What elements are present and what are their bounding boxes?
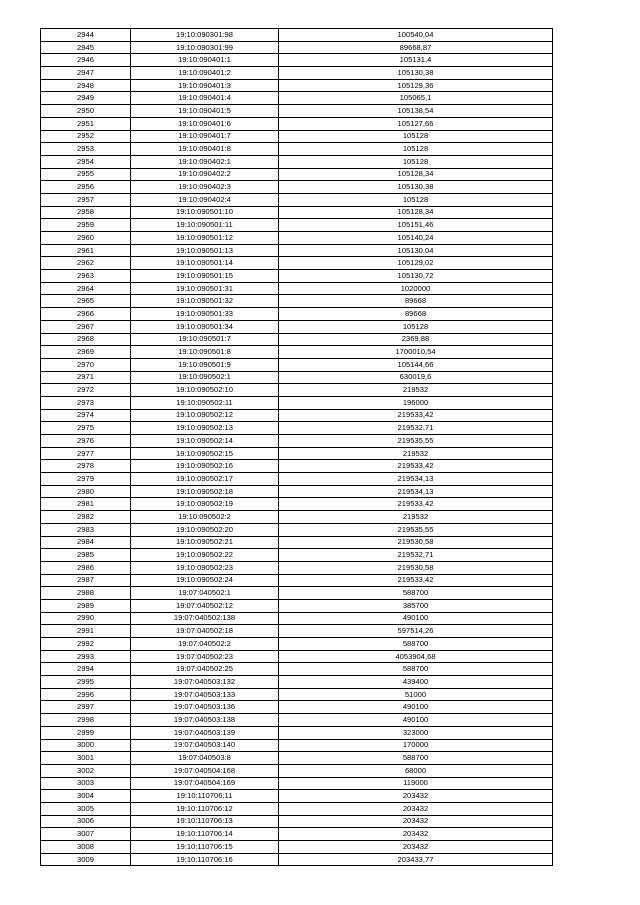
value-cell: 105151,46: [279, 219, 553, 232]
value-cell: 105144,66: [279, 358, 553, 371]
row-number-cell: 2948: [41, 79, 131, 92]
row-number-cell: 2953: [41, 143, 131, 156]
table-row: [41, 574, 553, 587]
value-cell: 105130,38: [279, 67, 553, 80]
cadastral-number-cell: 19:07:040502:12: [131, 599, 279, 612]
table-row: [41, 257, 553, 270]
value-cell: 219532: [279, 447, 553, 460]
table-row: [41, 739, 553, 752]
row-number-cell: 2961: [41, 244, 131, 257]
value-cell: 105138,54: [279, 105, 553, 118]
table-row: [41, 219, 553, 232]
row-number-cell: 2969: [41, 346, 131, 359]
cadastral-number-cell: 19:10:090502:18: [131, 485, 279, 498]
cadastral-number-cell: 19:10:110706:13: [131, 815, 279, 828]
cadastral-number-cell: 19:10:090502:24: [131, 574, 279, 587]
value-cell: 219534,13: [279, 473, 553, 486]
value-cell: 105065,1: [279, 92, 553, 105]
row-number-cell: 2972: [41, 384, 131, 397]
row-number-cell: 2967: [41, 320, 131, 333]
row-number-cell: 2991: [41, 625, 131, 638]
table-row: [41, 168, 553, 181]
cadastral-number-cell: 19:10:090401:5: [131, 105, 279, 118]
value-cell: 203432: [279, 802, 553, 815]
row-number-cell: 3000: [41, 739, 131, 752]
value-cell: 219532,71: [279, 549, 553, 562]
row-number-cell: 2950: [41, 105, 131, 118]
row-number-cell: 2958: [41, 206, 131, 219]
table-row: [41, 511, 553, 524]
value-cell: 203432: [279, 841, 553, 854]
cadastral-number-cell: 19:10:090502:22: [131, 549, 279, 562]
value-cell: 219532,71: [279, 422, 553, 435]
row-number-cell: 2987: [41, 574, 131, 587]
value-cell: 105128: [279, 155, 553, 168]
row-number-cell: 2994: [41, 663, 131, 676]
value-cell: 588700: [279, 663, 553, 676]
table-row: [41, 523, 553, 536]
cadastral-number-cell: 19:10:090501:33: [131, 308, 279, 321]
cadastral-number-cell: 19:07:040504:169: [131, 777, 279, 790]
cadastral-value-table: [40, 28, 553, 866]
value-cell: 323000: [279, 726, 553, 739]
table-row: [41, 181, 553, 194]
value-cell: 588700: [279, 638, 553, 651]
table-row: [41, 790, 553, 803]
row-number-cell: 3008: [41, 841, 131, 854]
table-row: [41, 270, 553, 283]
table-row: [41, 105, 553, 118]
table-row: [41, 498, 553, 511]
table-row: [41, 244, 553, 257]
cadastral-number-cell: 19:07:040502:138: [131, 612, 279, 625]
value-cell: 490100: [279, 714, 553, 727]
row-number-cell: 2957: [41, 193, 131, 206]
row-number-cell: 2952: [41, 130, 131, 143]
table-row: [41, 232, 553, 245]
value-cell: 105128: [279, 193, 553, 206]
cadastral-number-cell: 19:10:090402:2: [131, 168, 279, 181]
value-cell: 1700010,54: [279, 346, 553, 359]
table-row: [41, 422, 553, 435]
table-row: [41, 409, 553, 422]
table-row: [41, 41, 553, 54]
cadastral-number-cell: 19:10:110706:12: [131, 802, 279, 815]
row-number-cell: 2945: [41, 41, 131, 54]
cadastral-number-cell: 19:10:090501:8: [131, 346, 279, 359]
row-number-cell: 2960: [41, 232, 131, 245]
cadastral-number-cell: 19:10:090501:32: [131, 295, 279, 308]
table-row: [41, 714, 553, 727]
row-number-cell: 3009: [41, 853, 131, 866]
table-row: [41, 625, 553, 638]
cadastral-number-cell: 19:10:090401:6: [131, 117, 279, 130]
cadastral-number-cell: 19:10:090502:17: [131, 473, 279, 486]
table-row: [41, 143, 553, 156]
cadastral-number-cell: 19:10:090502:12: [131, 409, 279, 422]
table-row: [41, 193, 553, 206]
table-row: [41, 676, 553, 689]
value-cell: 2369,88: [279, 333, 553, 346]
value-cell: 490100: [279, 612, 553, 625]
cadastral-number-cell: 19:10:090401:1: [131, 54, 279, 67]
row-number-cell: 2989: [41, 599, 131, 612]
cadastral-number-cell: 19:07:040503:133: [131, 688, 279, 701]
table-row: [41, 638, 553, 651]
row-number-cell: 2996: [41, 688, 131, 701]
cadastral-number-cell: 19:10:090402:4: [131, 193, 279, 206]
row-number-cell: 2944: [41, 29, 131, 42]
value-cell: 105128,34: [279, 168, 553, 181]
cadastral-number-cell: 19:10:090501:14: [131, 257, 279, 270]
value-cell: 203433,77: [279, 853, 553, 866]
row-number-cell: 2977: [41, 447, 131, 460]
table-row: [41, 726, 553, 739]
row-number-cell: 2973: [41, 396, 131, 409]
value-cell: 68000: [279, 764, 553, 777]
row-number-cell: 2986: [41, 561, 131, 574]
cadastral-number-cell: 19:10:090502:13: [131, 422, 279, 435]
value-cell: 439400: [279, 676, 553, 689]
value-cell: 219533,42: [279, 460, 553, 473]
cadastral-number-cell: 19:10:110706:15: [131, 841, 279, 854]
row-number-cell: 2970: [41, 358, 131, 371]
table-row: [41, 435, 553, 448]
row-number-cell: 2962: [41, 257, 131, 270]
cadastral-number-cell: 19:07:040502:2: [131, 638, 279, 651]
table-row: [41, 841, 553, 854]
value-cell: 588700: [279, 587, 553, 600]
table-row: [41, 612, 553, 625]
row-number-cell: 2988: [41, 587, 131, 600]
row-number-cell: 2985: [41, 549, 131, 562]
table-row: [41, 295, 553, 308]
row-number-cell: 3003: [41, 777, 131, 790]
value-cell: 203432: [279, 828, 553, 841]
row-number-cell: 2993: [41, 650, 131, 663]
table-row: [41, 54, 553, 67]
cadastral-number-cell: 19:10:090502:21: [131, 536, 279, 549]
cadastral-number-cell: 19:10:090502:2: [131, 511, 279, 524]
value-cell: 105128: [279, 130, 553, 143]
table-row: [41, 485, 553, 498]
table-row: [41, 549, 553, 562]
cadastral-number-cell: 19:10:090502:11: [131, 396, 279, 409]
table-row: [41, 828, 553, 841]
table-row: [41, 206, 553, 219]
row-number-cell: 2947: [41, 67, 131, 80]
cadastral-number-cell: 19:10:090402:1: [131, 155, 279, 168]
row-number-cell: 2964: [41, 282, 131, 295]
cadastral-number-cell: 19:07:040503:139: [131, 726, 279, 739]
cadastral-number-cell: 19:10:090502:16: [131, 460, 279, 473]
cadastral-number-cell: 19:10:090502:20: [131, 523, 279, 536]
value-cell: 196000: [279, 396, 553, 409]
table-row: [41, 815, 553, 828]
value-cell: 105128: [279, 320, 553, 333]
table-row: [41, 358, 553, 371]
cadastral-number-cell: 19:10:090501:31: [131, 282, 279, 295]
table-row: [41, 460, 553, 473]
value-cell: 203432: [279, 815, 553, 828]
row-number-cell: 3001: [41, 752, 131, 765]
value-cell: 105130,04: [279, 244, 553, 257]
row-number-cell: 2999: [41, 726, 131, 739]
value-cell: 105131,4: [279, 54, 553, 67]
table-row: [41, 384, 553, 397]
value-cell: 89668: [279, 308, 553, 321]
table-body: [41, 29, 553, 866]
cadastral-number-cell: 19:10:090502:19: [131, 498, 279, 511]
table-row: [41, 117, 553, 130]
cadastral-number-cell: 19:10:090501:11: [131, 219, 279, 232]
cadastral-number-cell: 19:10:110706:16: [131, 853, 279, 866]
cadastral-number-cell: 19:10:090501:34: [131, 320, 279, 333]
cadastral-number-cell: 19:10:090401:4: [131, 92, 279, 105]
value-cell: 385700: [279, 599, 553, 612]
row-number-cell: 2974: [41, 409, 131, 422]
row-number-cell: 2971: [41, 371, 131, 384]
row-number-cell: 2980: [41, 485, 131, 498]
value-cell: 219534,13: [279, 485, 553, 498]
cadastral-number-cell: 19:10:110706:11: [131, 790, 279, 803]
value-cell: 89668,87: [279, 41, 553, 54]
row-number-cell: 3007: [41, 828, 131, 841]
value-cell: 4053904,68: [279, 650, 553, 663]
row-number-cell: 2992: [41, 638, 131, 651]
value-cell: 105130,38: [279, 181, 553, 194]
table-row: [41, 371, 553, 384]
table-row: [41, 536, 553, 549]
row-number-cell: 2982: [41, 511, 131, 524]
row-number-cell: 2984: [41, 536, 131, 549]
row-number-cell: 2954: [41, 155, 131, 168]
value-cell: 105130,72: [279, 270, 553, 283]
row-number-cell: 2995: [41, 676, 131, 689]
row-number-cell: 3006: [41, 815, 131, 828]
value-cell: 89668: [279, 295, 553, 308]
row-number-cell: 3004: [41, 790, 131, 803]
cadastral-number-cell: 19:07:040503:140: [131, 739, 279, 752]
row-number-cell: 2979: [41, 473, 131, 486]
row-number-cell: 2965: [41, 295, 131, 308]
value-cell: 219532: [279, 384, 553, 397]
value-cell: 219532: [279, 511, 553, 524]
cadastral-number-cell: 19:07:040502:23: [131, 650, 279, 663]
value-cell: 219533,42: [279, 498, 553, 511]
table-row: [41, 29, 553, 42]
value-cell: 1020000: [279, 282, 553, 295]
table-row: [41, 308, 553, 321]
row-number-cell: 3005: [41, 802, 131, 815]
table-row: [41, 67, 553, 80]
value-cell: 170000: [279, 739, 553, 752]
row-number-cell: 2951: [41, 117, 131, 130]
row-number-cell: 2981: [41, 498, 131, 511]
cadastral-number-cell: 19:10:090502:10: [131, 384, 279, 397]
table-row: [41, 130, 553, 143]
row-number-cell: 2978: [41, 460, 131, 473]
cadastral-number-cell: 19:10:090401:3: [131, 79, 279, 92]
table-row: [41, 688, 553, 701]
table-row: [41, 561, 553, 574]
row-number-cell: 2963: [41, 270, 131, 283]
table-row: [41, 587, 553, 600]
value-cell: 105127,66: [279, 117, 553, 130]
value-cell: 219535,55: [279, 523, 553, 536]
cadastral-number-cell: 19:07:040503:138: [131, 714, 279, 727]
value-cell: 219530,58: [279, 561, 553, 574]
cadastral-number-cell: 19:10:090501:12: [131, 232, 279, 245]
cadastral-number-cell: 19:10:110706:14: [131, 828, 279, 841]
table-row: [41, 333, 553, 346]
value-cell: 630019,6: [279, 371, 553, 384]
table-row: [41, 396, 553, 409]
table-row: [41, 473, 553, 486]
row-number-cell: 2998: [41, 714, 131, 727]
cadastral-number-cell: 19:07:040504:168: [131, 764, 279, 777]
table-row: [41, 92, 553, 105]
row-number-cell: 2959: [41, 219, 131, 232]
table-row: [41, 701, 553, 714]
value-cell: 100540,04: [279, 29, 553, 42]
value-cell: 219535,55: [279, 435, 553, 448]
cadastral-number-cell: 19:07:040503:136: [131, 701, 279, 714]
value-cell: 219533,42: [279, 409, 553, 422]
value-cell: 588700: [279, 752, 553, 765]
table-row: [41, 777, 553, 790]
value-cell: 105140,24: [279, 232, 553, 245]
value-cell: 105129,36: [279, 79, 553, 92]
row-number-cell: 2975: [41, 422, 131, 435]
table-row: [41, 155, 553, 168]
cadastral-number-cell: 19:10:090501:10: [131, 206, 279, 219]
row-number-cell: 2976: [41, 435, 131, 448]
table-row: [41, 853, 553, 866]
table-row: [41, 764, 553, 777]
cadastral-number-cell: 19:10:090501:9: [131, 358, 279, 371]
value-cell: 105128: [279, 143, 553, 156]
row-number-cell: 3002: [41, 764, 131, 777]
row-number-cell: 2946: [41, 54, 131, 67]
value-cell: 219533,42: [279, 574, 553, 587]
cadastral-number-cell: 19:10:090402:3: [131, 181, 279, 194]
cadastral-number-cell: 19:10:090301:98: [131, 29, 279, 42]
table-row: [41, 599, 553, 612]
table-row: [41, 79, 553, 92]
cadastral-number-cell: 19:10:090401:2: [131, 67, 279, 80]
cadastral-number-cell: 19:10:090502:1: [131, 371, 279, 384]
cadastral-number-cell: 19:10:090401:7: [131, 130, 279, 143]
table-row: [41, 752, 553, 765]
table-row: [41, 802, 553, 815]
value-cell: 203432: [279, 790, 553, 803]
cadastral-number-cell: 19:07:040502:25: [131, 663, 279, 676]
table-row: [41, 650, 553, 663]
table-row: [41, 282, 553, 295]
table-row: [41, 447, 553, 460]
cadastral-number-cell: 19:10:090501:15: [131, 270, 279, 283]
cadastral-number-cell: 19:10:090301:99: [131, 41, 279, 54]
cadastral-number-cell: 19:07:040503:8: [131, 752, 279, 765]
value-cell: 105129,02: [279, 257, 553, 270]
cadastral-number-cell: 19:07:040502:1: [131, 587, 279, 600]
cadastral-number-cell: 19:10:090501:13: [131, 244, 279, 257]
cadastral-number-cell: 19:10:090502:15: [131, 447, 279, 460]
cadastral-number-cell: 19:10:090401:8: [131, 143, 279, 156]
value-cell: 490100: [279, 701, 553, 714]
value-cell: 219530,58: [279, 536, 553, 549]
row-number-cell: 2990: [41, 612, 131, 625]
value-cell: 597514,26: [279, 625, 553, 638]
table-row: [41, 663, 553, 676]
cadastral-number-cell: 19:07:040502:18: [131, 625, 279, 638]
cadastral-number-cell: 19:10:090502:23: [131, 561, 279, 574]
row-number-cell: 2966: [41, 308, 131, 321]
table-row: [41, 320, 553, 333]
value-cell: 119000: [279, 777, 553, 790]
value-cell: 105128,34: [279, 206, 553, 219]
row-number-cell: 2955: [41, 168, 131, 181]
table-row: [41, 346, 553, 359]
row-number-cell: 2949: [41, 92, 131, 105]
cadastral-number-cell: 19:07:040503:132: [131, 676, 279, 689]
row-number-cell: 2968: [41, 333, 131, 346]
value-cell: 51000: [279, 688, 553, 701]
cadastral-number-cell: 19:10:090502:14: [131, 435, 279, 448]
row-number-cell: 2956: [41, 181, 131, 194]
cadastral-number-cell: 19:10:090501:7: [131, 333, 279, 346]
row-number-cell: 2997: [41, 701, 131, 714]
row-number-cell: 2983: [41, 523, 131, 536]
